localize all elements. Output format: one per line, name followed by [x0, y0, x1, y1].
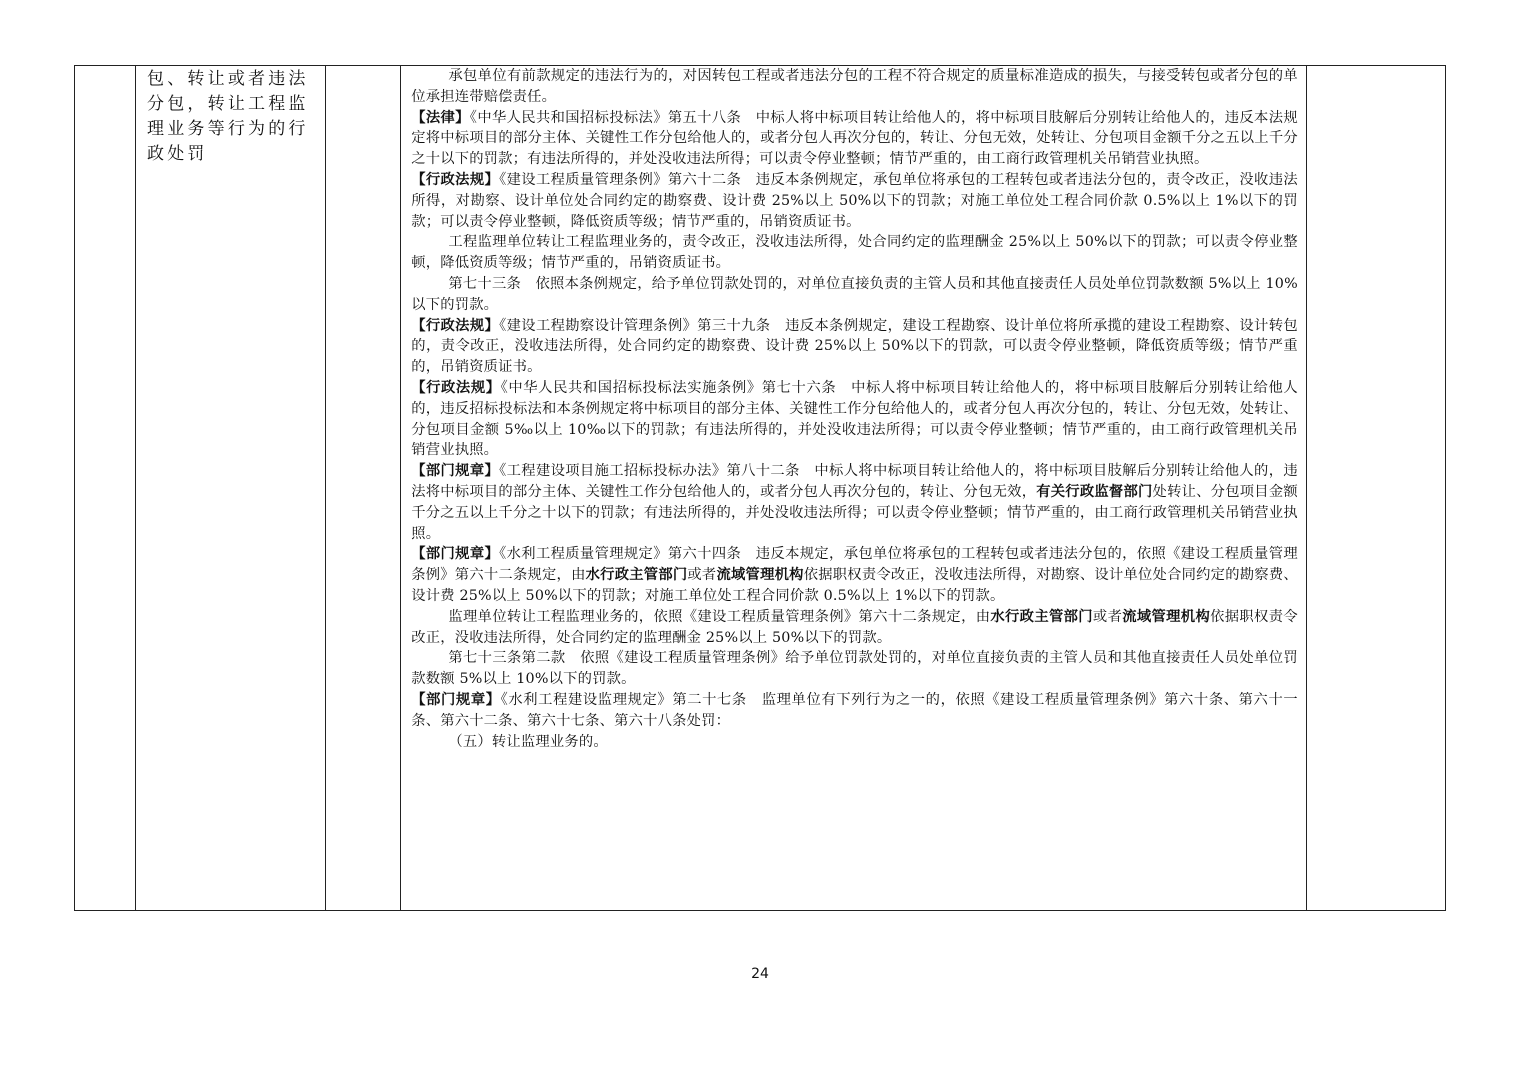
text-segment: 处转让、分包项目金额千分之五以上千分之十以下的罚款；有违法所得的，并处没收违法所得；可以责令停业整顿；情节严重的，由工商行政管理机关吊销营业执照。 — [411, 483, 1298, 542]
bold-text-segment: 水行政主管部门 — [585, 567, 688, 584]
text-segment: 工程监理单位转让工程监理业务的，责令改正，没收违法所得，处合同约定的监理酬金 25%以上 50%以下的罚款；可以责令停业整顿，降低资质等级；情节严重的，吊销资质证书。 — [411, 234, 1298, 272]
legal-paragraph — [411, 170, 1298, 232]
text-segment: 《水利工程质量管理规定》第六十四条 违反本规定，承包单位将承包的工程转包或者违法分包的，依照《建设工程质量管理条例》第六十二条规定，由 — [411, 546, 1298, 584]
legal-paragraph — [411, 108, 1298, 170]
bold-text-segment: 流域管理机构 — [716, 567, 804, 584]
legal-paragraph — [411, 316, 1298, 378]
text-segment: 或者 — [1092, 608, 1123, 625]
text-segment: 第七十三条 依照本条例规定，给予单位罚款处罚的，对单位直接负责的主管人员和其他直接责任人员处单位罚款数额 5%以上 10%以下的罚款。 — [411, 275, 1298, 313]
item-code-cell — [326, 66, 401, 911]
legal-paragraph — [411, 648, 1298, 690]
legal-basis-cell — [401, 66, 1307, 911]
text-segment: 《建设工程勘察设计管理条例》第三十九条 违反本条例规定，建设工程勘察、设计单位将所承揽的建设工程勘察、设计转包的，责令改正，没收违法所得，处合同约定的勘察费、设计费 25%以上 50%以下的罚款，可以责令停业整顿，降低资质等级；情节严重的，吊销资质证书。 — [411, 317, 1298, 376]
text-segment: 《中华人民共和国招标投标法》第五十八条 中标人将中标项目转让给他人的，将中标项目肢解后分别转让给他人的，违反本法规定将中标项目的部分主体、关键性工作分包给他人的，或者分包人再次分包的，转让、分包无效，处转让、分包项目金额千分之五以上千分之十以下的罚款；有违法所得的，并处没收违法所得；可以责令停业整顿；情节严重的，由工商行政管理机关吊销营业执照。 — [411, 109, 1298, 168]
text-segment: 依据职权责令改正，没收违法所得，对勘察、设计单位处合同约定的勘察费、设计费 25%以上 50%以下的罚款；对施工单位处工程合同价款 0.5%以上 1%以下的罚款。 — [411, 567, 1298, 604]
legal-paragraph — [411, 690, 1298, 732]
remarks-cell — [1306, 66, 1445, 911]
text-segment: 《建设工程质量管理条例》第六十二条 违反本条例规定，承包单位将承包的工程转包或者违法分包的，责令改正，没收违法所得，对勘察、设计单位处合同约定的勘察费、设计费 25%以上 50%以下的罚款；对施工单位处工程合同价款 0.5%以上 1%以下的罚款；可以责令停业整顿，降低资质等级；情节严重的，吊销资质证书。 — [411, 171, 1298, 230]
legal-paragraph — [411, 544, 1298, 606]
legal-paragraph — [411, 66, 1298, 108]
bold-text-segment: 【部门规章】 — [411, 546, 500, 563]
text-segment: 依据职权责令改正，没收违法所得，处合同约定的监理酬金 25%以上 50%以下的罚款。 — [411, 608, 1298, 646]
legal-paragraph — [411, 461, 1298, 544]
text-segment: 《工程建设项目施工招标投标办法》第八十二条 中标人将中标项目转让给他人的，将中标项目肢解后分别转让给他人的，违法将中标项目的部分主体、关键性工作分包给他人的，或者分包人再次分包的，转让、分包无效， — [411, 463, 1298, 500]
bold-text-segment: 【部门规章】 — [411, 691, 501, 708]
table-row — [75, 66, 1446, 911]
legal-paragraph — [411, 232, 1298, 274]
text-segment: 《水利工程建设监理规定》第二十七条 监理单位有下列行为之一的，依照《建设工程质量管理条例》第六十条、第六十一条、第六十二条、第六十七条、第六十八条处罚： — [411, 691, 1298, 729]
bold-text-segment: 【行政法规】 — [411, 317, 500, 334]
bold-text-segment: 流域管理机构 — [1122, 608, 1211, 625]
bold-text-segment: 水行政主管部门 — [990, 608, 1093, 625]
bold-text-segment: 【法律】 — [411, 109, 470, 126]
item-name-cell: 包、转让或者违法分包，转让工程监理业务等行为的行政处罚 — [136, 66, 326, 911]
bold-text-segment: 【部门规章】 — [411, 463, 500, 480]
text-segment: 《中华人民共和国招标投标法实施条例》第七十六条 中标人将中标项目转让给他人的，将中标项目肢解后分别转让给他人的，违反招标投标法和本条例规定将中标项目的部分主体、关键性工作分包给他人的，或者分包人再次分包的，转让、分包无效，处转让、分包项目金额 5‰以上 10‰以下的罚款；有违法所得的，并处没收违法所得；可以责令停业整顿；情节严重的，由工商行政管理机关吊销营业执照。 — [411, 379, 1298, 459]
legal-paragraph — [411, 378, 1298, 461]
legal-paragraph — [411, 274, 1298, 316]
page-number: 24 — [751, 966, 769, 982]
regulation-table — [74, 65, 1446, 911]
text-segment: 第七十三条第二款 依照《建设工程质量管理条例》给予单位罚款处罚的，对单位直接负责的主管人员和其他直接责任人员处单位罚款数额 5%以上 10%以下的罚款。 — [411, 650, 1298, 688]
legal-paragraph — [411, 732, 1298, 753]
text-segment: 或者 — [687, 567, 717, 584]
text-segment: 监理单位转让工程监理业务的，依照《建设工程质量管理条例》第六十二条规定，由 — [448, 608, 991, 625]
serial-number-cell — [75, 66, 136, 911]
text-segment: （五）转让监理业务的。 — [448, 733, 608, 750]
bold-text-segment: 【行政法规】 — [411, 379, 501, 396]
legal-paragraph — [411, 607, 1298, 649]
text-segment: 承包单位有前款规定的违法行为的，对因转包工程或者违法分包的工程不符合规定的质量标准造成的损失，与接受转包或者分包的单位承担连带赔偿责任。 — [411, 68, 1298, 105]
bold-text-segment: 有关行政监督部门 — [1036, 483, 1153, 500]
bold-text-segment: 【行政法规】 — [411, 171, 500, 188]
